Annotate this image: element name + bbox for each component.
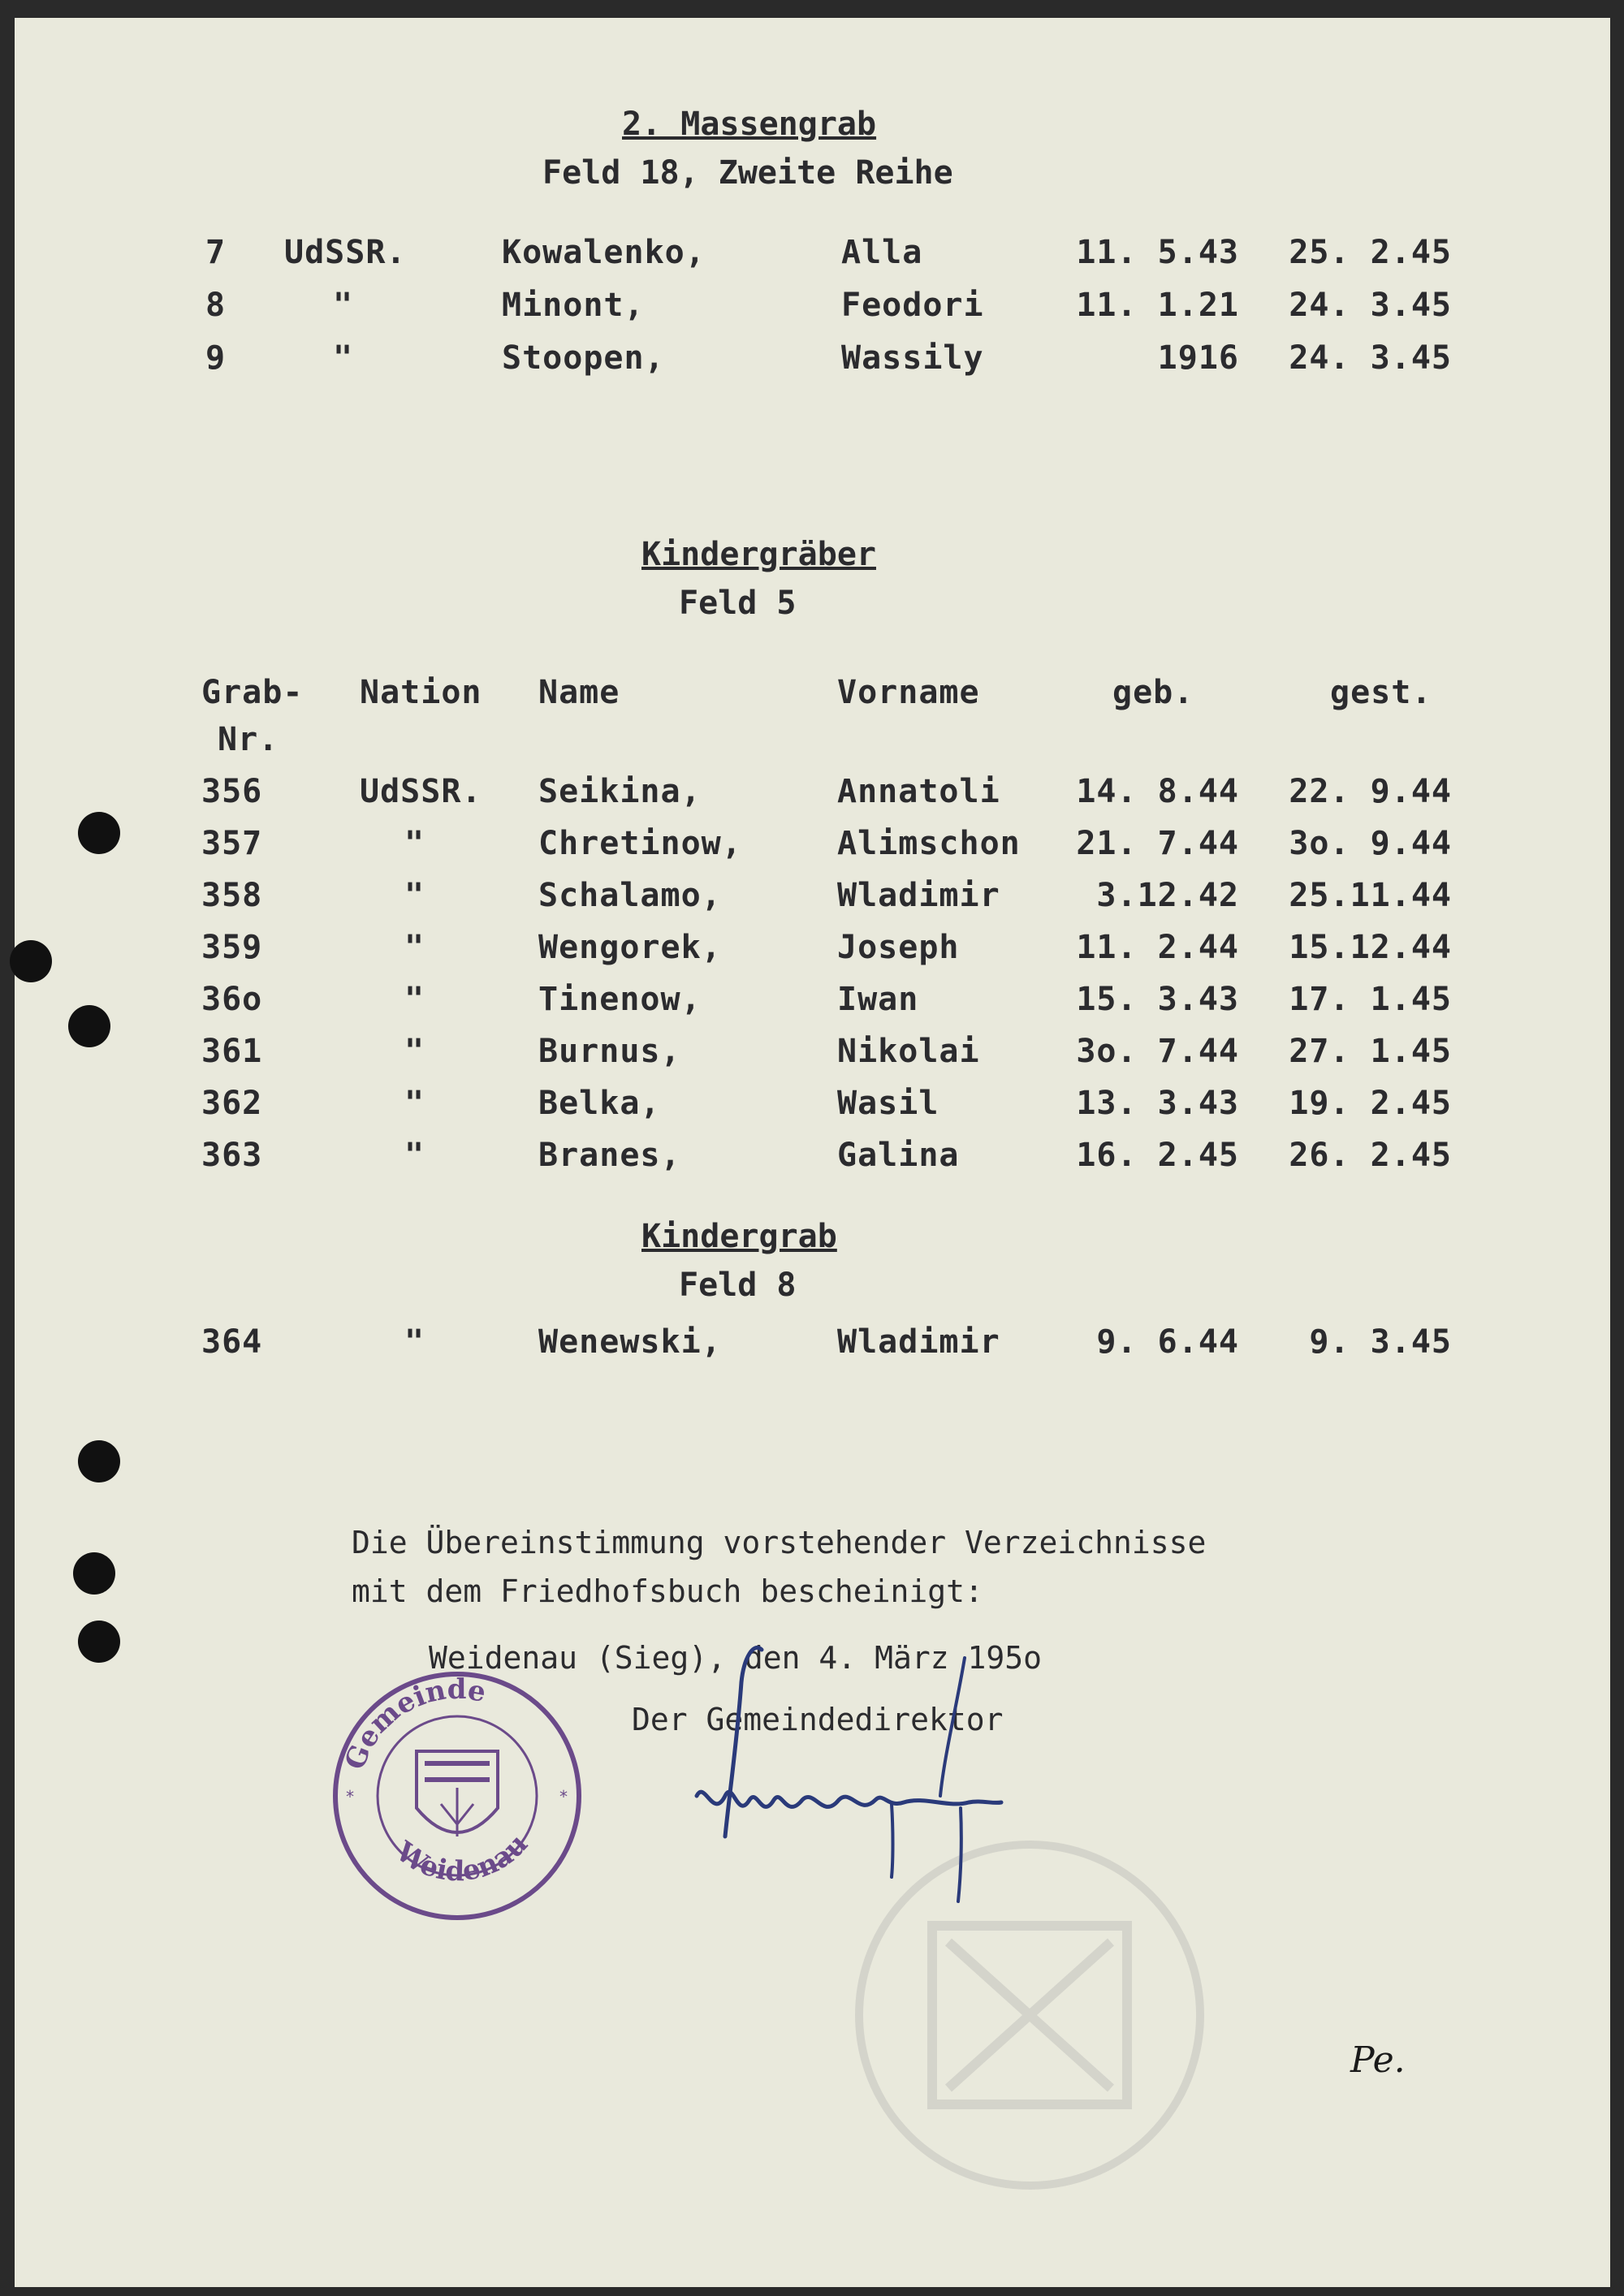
cell-nr: 7 (205, 234, 227, 271)
certification-line2: mit dem Friedhofsbuch bescheinigt: (352, 1573, 983, 1609)
cell-nr: 361 (201, 1033, 263, 1070)
cell-name: Tinenow, (538, 981, 702, 1018)
section3-subtitle: Feld 8 (679, 1267, 797, 1304)
cell-nation: " (404, 1033, 425, 1070)
header-nr-2: Nr. (218, 721, 279, 758)
certification-place-date: Weidenau (Sieg), den 4. März 195o (429, 1640, 1042, 1676)
cell-vorname: Wladimir (837, 877, 1000, 914)
certification-role: Der Gemeindedirektor (632, 1702, 1004, 1737)
section3-title: Kindergrab (641, 1218, 837, 1255)
cell-name: Minont, (502, 287, 645, 324)
cell-geb: 11. 5.43 (1076, 234, 1239, 271)
cell-nr: 8 (205, 287, 227, 324)
header-nr: Grab- (201, 674, 304, 711)
header-name: Name (538, 674, 620, 711)
cell-vorname: Joseph (837, 929, 960, 966)
cell-nation: " (404, 825, 425, 862)
section2-subtitle: Feld 5 (679, 585, 797, 622)
cell-gest: 24. 3.45 (1289, 287, 1452, 324)
section2-title: Kindergräber (641, 536, 876, 573)
cell-nr: 362 (201, 1085, 263, 1122)
cell-gest: 26. 2.45 (1289, 1137, 1452, 1174)
cell-gest: 25.11.44 (1289, 877, 1452, 914)
cell-nation: " (404, 981, 425, 1018)
cell-vorname: Annatoli (837, 773, 1000, 810)
cell-geb: 13. 3.43 (1076, 1085, 1239, 1122)
cell-nr: 363 (201, 1137, 263, 1174)
cell-vorname: Alimschon (837, 825, 1021, 862)
cell-vorname: Wladimir (837, 1323, 1000, 1361)
cell-name: Schalamo, (538, 877, 722, 914)
cell-nr: 358 (201, 877, 263, 914)
cell-geb: 3.12.42 (1096, 877, 1239, 914)
cell-geb: 15. 3.43 (1076, 981, 1239, 1018)
cell-nr: 364 (201, 1323, 263, 1361)
cell-nation: " (404, 929, 425, 966)
cell-gest: 3o. 9.44 (1289, 825, 1452, 862)
cell-nr: 357 (201, 825, 263, 862)
cell-vorname: Feodori (841, 287, 984, 324)
header-nation: Nation (360, 674, 482, 711)
cell-name: Seikina, (538, 773, 702, 810)
handwritten-initials: Pe. (1350, 2039, 1406, 2081)
punch-hole (10, 940, 52, 982)
cell-vorname: Wasil (837, 1085, 939, 1122)
cell-geb: 11. 2.44 (1076, 929, 1239, 966)
cell-gest: 15.12.44 (1289, 929, 1452, 966)
cell-name: Stoopen, (502, 339, 665, 377)
svg-text:Gemeinde: Gemeinde (339, 1672, 489, 1775)
header-gest: gest. (1330, 674, 1432, 711)
header-geb: geb. (1112, 674, 1194, 711)
cell-nr: 36o (201, 981, 263, 1018)
cell-name: Branes, (538, 1137, 681, 1174)
cell-vorname: Alla (841, 234, 923, 271)
cell-nation: " (333, 339, 354, 377)
punch-hole (78, 1440, 120, 1482)
cell-geb: 9. 6.44 (1096, 1323, 1239, 1361)
cell-gest: 22. 9.44 (1289, 773, 1452, 810)
cell-gest: 9. 3.45 (1309, 1323, 1452, 1361)
svg-text:*: * (345, 1787, 356, 1806)
svg-text:Weidenau: Weidenau (390, 1828, 535, 1888)
cell-nation: UdSSR. (360, 773, 482, 810)
cell-vorname: Nikolai (837, 1033, 980, 1070)
cell-geb: 16. 2.45 (1076, 1137, 1239, 1174)
cell-nation: " (404, 877, 425, 914)
cell-geb: 21. 7.44 (1076, 825, 1239, 862)
punch-hole (78, 812, 120, 854)
cell-name: Belka, (538, 1085, 661, 1122)
cell-vorname: Iwan (837, 981, 919, 1018)
cell-gest: 27. 1.45 (1289, 1033, 1452, 1070)
signature (680, 1634, 1038, 1926)
svg-text:*: * (559, 1787, 569, 1806)
cell-nation: " (404, 1137, 425, 1174)
punch-hole (73, 1552, 115, 1595)
cell-name: Wengorek, (538, 929, 722, 966)
header-vorname: Vorname (837, 674, 980, 711)
cell-nation: " (404, 1323, 425, 1361)
cell-gest: 25. 2.45 (1289, 234, 1452, 271)
punch-hole (78, 1621, 120, 1663)
cell-nation: UdSSR. (284, 234, 407, 271)
cell-nr: 359 (201, 929, 263, 966)
cell-name: Kowalenko, (502, 234, 706, 271)
cell-nr: 9 (205, 339, 227, 377)
cell-vorname: Wassily (841, 339, 984, 377)
cell-geb: 3o. 7.44 (1076, 1033, 1239, 1070)
cell-geb: 1916 (1157, 339, 1239, 377)
cell-name: Wenewski, (538, 1323, 722, 1361)
section1-subtitle: Feld 18, Zweite Reihe (542, 154, 953, 192)
cell-geb: 11. 1.21 (1076, 287, 1239, 324)
cell-name: Chretinow, (538, 825, 742, 862)
cell-gest: 24. 3.45 (1289, 339, 1452, 377)
punch-hole (68, 1005, 110, 1047)
cell-nation: " (333, 287, 354, 324)
cell-gest: 19. 2.45 (1289, 1085, 1452, 1122)
section1-title: 2. Massengrab (622, 106, 877, 143)
cell-nr: 356 (201, 773, 263, 810)
cell-name: Burnus, (538, 1033, 681, 1070)
cell-gest: 17. 1.45 (1289, 981, 1452, 1018)
municipal-seal-stamp (327, 1666, 587, 1926)
cell-nation: " (404, 1085, 425, 1122)
cell-geb: 14. 8.44 (1076, 773, 1239, 810)
certification-line1: Die Übereinstimmung vorstehender Verzeichnisse (352, 1525, 1207, 1560)
document-page (15, 18, 1610, 2287)
cell-vorname: Galina (837, 1137, 960, 1174)
